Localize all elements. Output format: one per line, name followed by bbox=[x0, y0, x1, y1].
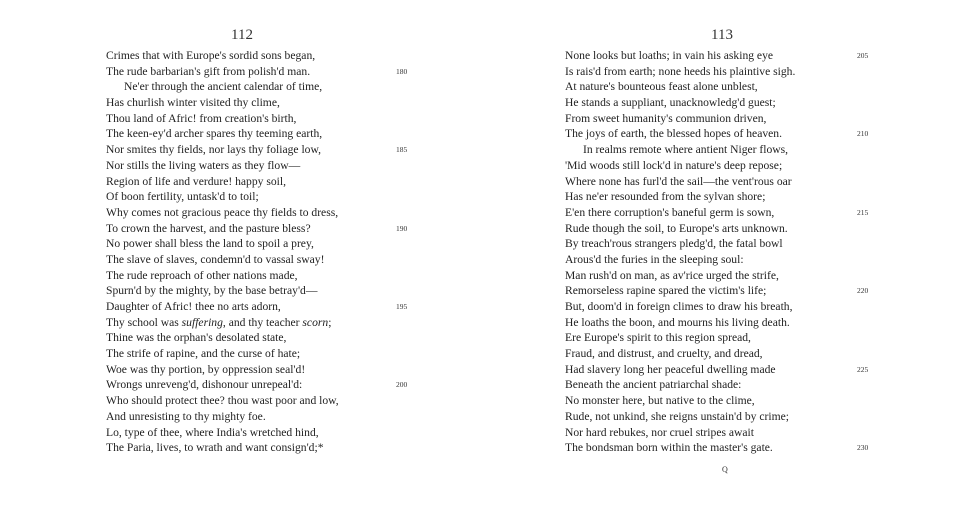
verse-text-part: ; bbox=[328, 315, 332, 329]
verse-text: Crimes that with Europe's sordid sons began, bbox=[106, 49, 316, 62]
verse-text: The rude reproach of other nations made, bbox=[106, 268, 298, 282]
verse-line bbox=[106, 111, 339, 127]
verse-line bbox=[106, 315, 339, 331]
verse-line bbox=[565, 142, 795, 158]
verse-line bbox=[565, 111, 795, 127]
line-number: 200 bbox=[396, 380, 408, 390]
verse-text: But, doom'd in foreign climes to draw his breath, bbox=[565, 300, 793, 313]
page-number: 113 bbox=[711, 27, 733, 43]
verse-line bbox=[565, 79, 795, 95]
verse-line bbox=[565, 393, 795, 409]
verse-line bbox=[565, 174, 795, 190]
verse-text: Remorseless rapine spared the victim's life; bbox=[565, 284, 767, 298]
verse-line bbox=[106, 377, 408, 393]
verse-text: Nor stills the living waters as they flow— bbox=[106, 158, 301, 172]
verse-text: Thou land of Afric! from creation's birth, bbox=[106, 111, 297, 125]
verse-line bbox=[565, 48, 869, 64]
line-number: 210 bbox=[857, 129, 869, 139]
line-number: 195 bbox=[396, 302, 408, 311]
verse-line bbox=[565, 377, 795, 393]
verse-line bbox=[565, 409, 795, 425]
verse-italic: suffering bbox=[181, 315, 223, 329]
poem-lines bbox=[565, 48, 869, 456]
verse-text: Daughter of Afric! thee no arts adorn, bbox=[106, 300, 281, 313]
verse-line bbox=[565, 189, 795, 205]
verse-text: No monster here, but native to the clime, bbox=[565, 394, 755, 408]
verse-text-part: Thy school was bbox=[106, 315, 182, 329]
verse-line bbox=[106, 362, 339, 378]
verse-text: No power shall bless the land to spoil a prey, bbox=[106, 237, 314, 251]
page-number: 112 bbox=[231, 27, 253, 43]
verse-line bbox=[106, 346, 339, 362]
verse-text: Man rush'd on man, as av'rice urged the strife, bbox=[565, 268, 779, 282]
verse-text: Of boon fertility, untask'd to toil; bbox=[106, 190, 259, 204]
verse-text: Why comes not gracious peace thy fields to dress, bbox=[106, 205, 339, 219]
verse-line bbox=[565, 221, 795, 237]
verse-line bbox=[106, 189, 339, 205]
verse-line bbox=[565, 425, 795, 441]
verse-text: Lo, type of thee, where India's wretched hind, bbox=[106, 425, 319, 439]
verse-text: The rude barbarian's gift from polish'd man. bbox=[106, 64, 311, 78]
verse-text: Ere Europe's spirit to this region spread, bbox=[565, 331, 751, 345]
verse-text: The bondsman born within the master's gate. bbox=[565, 441, 773, 455]
verse-text: Had slavery long her peaceful dwelling made bbox=[565, 362, 776, 376]
verse-text: Beneath the ancient patriarchal shade: bbox=[565, 378, 742, 392]
poem-lines bbox=[106, 48, 408, 456]
verse-text: Arous'd the furies in the sleeping soul: bbox=[565, 252, 744, 266]
verse-line bbox=[565, 346, 795, 362]
verse-text: E'en there corruption's baneful germ is sown, bbox=[565, 205, 775, 219]
verse-line bbox=[565, 283, 869, 299]
verse-text: Woe was thy portion, by oppression seal'd! bbox=[106, 362, 306, 376]
verse-line bbox=[106, 205, 339, 221]
verse-line bbox=[565, 158, 795, 174]
verse-line bbox=[106, 299, 408, 315]
verse-line bbox=[106, 252, 339, 268]
verse-line bbox=[565, 252, 795, 268]
verse-text: Wrongs unreveng'd, dishonour unrepeal'd: bbox=[106, 378, 303, 392]
verse-text: Region of life and verdure! happy soil, bbox=[106, 174, 286, 188]
verse-text: Ne'er through the ancient calendar of time, bbox=[124, 80, 323, 94]
verse-text: 'Mid woods still lock'd in nature's deep repose; bbox=[565, 158, 783, 172]
verse-text: Rude, not unkind, she reigns unstain'd by crime; bbox=[565, 409, 789, 423]
verse-line bbox=[106, 64, 408, 80]
verse-text: Fraud, and distrust, and cruelty, and dread, bbox=[565, 347, 763, 361]
verse-line bbox=[106, 393, 339, 409]
verse-line bbox=[565, 268, 795, 284]
line-number: 205 bbox=[857, 51, 869, 60]
line-number: 185 bbox=[396, 145, 408, 155]
verse-text: None looks but loaths; in vain his asking eye bbox=[565, 49, 774, 62]
verse-line bbox=[106, 79, 339, 95]
line-number: 220 bbox=[857, 286, 869, 296]
verse-line bbox=[106, 95, 339, 111]
verse-line bbox=[106, 268, 339, 284]
verse-text: Has churlish winter visited thy clime, bbox=[106, 96, 280, 110]
verse-line bbox=[565, 64, 795, 80]
verse-text: In realms remote where antient Niger flows, bbox=[583, 143, 789, 157]
verse-text-part: , and thy teacher bbox=[222, 315, 303, 329]
verse-line bbox=[106, 409, 339, 425]
verse-line bbox=[106, 236, 339, 252]
verse-text: By treach'rous strangers pledg'd, the fatal bowl bbox=[565, 237, 783, 251]
verse-line bbox=[106, 330, 339, 346]
verse-line bbox=[565, 95, 795, 111]
verse-line bbox=[106, 142, 408, 158]
line-number: 230 bbox=[857, 443, 869, 453]
verse-line bbox=[106, 440, 339, 456]
verse-line bbox=[565, 205, 869, 221]
verse-line bbox=[106, 283, 339, 299]
verse-line bbox=[565, 362, 869, 378]
verse-text: Nor smites thy fields, nor lays thy foliage low, bbox=[106, 143, 321, 157]
verse-text: From sweet humanity's communion driven, bbox=[565, 111, 767, 125]
verse-line bbox=[106, 174, 339, 190]
verse-line bbox=[106, 158, 339, 174]
verse-text: Spurn'd by the mighty, by the base betray'd— bbox=[106, 284, 318, 298]
verse-text: Is rais'd from earth; none heeds his plaintive sigh. bbox=[565, 64, 796, 78]
line-number: 225 bbox=[857, 364, 869, 374]
verse-line bbox=[565, 236, 795, 252]
verse-text: Nor hard rebukes, nor cruel stripes await bbox=[565, 425, 754, 439]
verse-text: The strife of rapine, and the curse of hate; bbox=[106, 347, 301, 361]
verse-line bbox=[106, 48, 339, 64]
verse-text: Has ne'er resounded from the sylvan shore; bbox=[565, 190, 766, 204]
verse-text: The slave of slaves, condemn'd to vassal sway! bbox=[106, 252, 325, 266]
verse-text: The Paria, lives, to wrath and want consign'd;* bbox=[106, 441, 324, 455]
verse-line bbox=[565, 315, 795, 331]
verse-text: The keen-ey'd archer spares thy teeming earth, bbox=[106, 127, 323, 141]
verse-line bbox=[565, 126, 869, 142]
verse-text: Who should protect thee? thou wast poor and low, bbox=[106, 394, 339, 408]
verse-text: He loaths the boon, and mourns his living death. bbox=[565, 315, 790, 329]
verse-text: He stands a suppliant, unacknowledg'd guest; bbox=[565, 96, 776, 110]
verse-text: And unresisting to thy mighty foe. bbox=[106, 409, 266, 423]
signature-mark: Q bbox=[722, 465, 728, 474]
right-page bbox=[490, 0, 980, 524]
line-number: 190 bbox=[396, 223, 408, 233]
verse-line bbox=[565, 299, 795, 315]
verse-line bbox=[106, 126, 339, 142]
verse-text bbox=[106, 316, 331, 329]
verse-text: Rude though the soil, to Europe's arts unknown. bbox=[565, 221, 788, 235]
verse-text: Thine was the orphan's desolated state, bbox=[106, 331, 287, 345]
verse-text: The joys of earth, the blessed hopes of heaven. bbox=[565, 127, 782, 141]
verse-line bbox=[106, 425, 339, 441]
verse-text: To crown the harvest, and the pasture bless? bbox=[106, 221, 311, 235]
verse-line bbox=[106, 221, 408, 237]
verse-italic: scorn bbox=[302, 315, 329, 329]
verse-line bbox=[565, 330, 795, 346]
verse-text: At nature's bounteous feast alone unblest, bbox=[565, 80, 758, 94]
line-number: 180 bbox=[396, 66, 408, 76]
verse-line bbox=[565, 440, 869, 456]
verse-text: Where none has furl'd the sail—the vent'rous oar bbox=[565, 174, 792, 188]
line-number: 215 bbox=[857, 207, 869, 217]
